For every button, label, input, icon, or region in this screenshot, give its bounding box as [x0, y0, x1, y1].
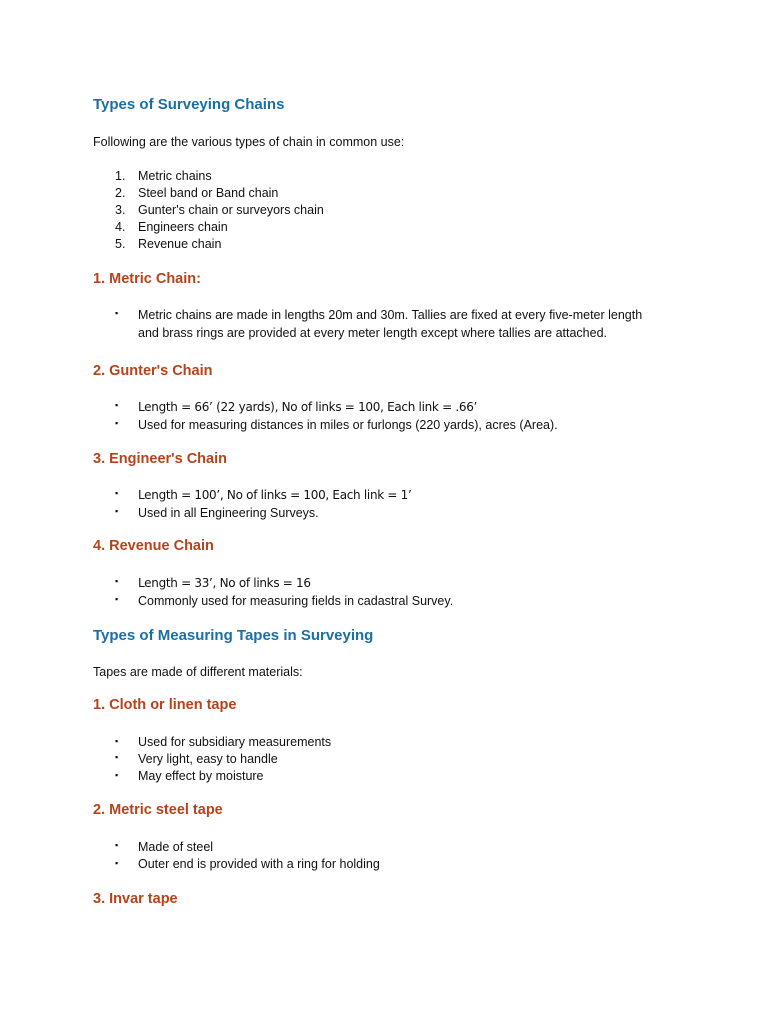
bullet-icon: ▪: [115, 400, 119, 410]
list-number: 5.: [115, 237, 126, 251]
engineer-length-item: Length = 100’, No of links = 100, Each link = 1’: [138, 488, 412, 502]
bullet-icon: ▪: [115, 308, 119, 318]
revenue-usage-item: Commonly used for measuring fields in cadastral Survey.: [138, 594, 454, 608]
list-number: 1.: [115, 169, 126, 183]
bullet-icon: ▪: [115, 752, 119, 762]
revenue-length-item: Length = 33’, No of links = 16: [138, 576, 311, 590]
bullet-icon: ▪: [115, 858, 119, 868]
bullet-icon: ▪: [115, 736, 119, 746]
metric-chain-text-line2: and brass rings are provided at every meter length except where tallies are attached.: [138, 326, 608, 340]
list-number: 3.: [115, 203, 126, 217]
list-item-text: Gunter's chain or surveyors chain: [138, 203, 324, 217]
cloth-tape-item: May effect by moisture: [138, 769, 264, 783]
steel-tape-item: Made of steel: [138, 840, 214, 854]
gunter-usage-item: Used for measuring distances in miles or furlongs (220 yards), acres (Area).: [138, 418, 558, 432]
chains-intro: Following are the various types of chain in common use:: [93, 135, 405, 149]
engineer-usage-item: Used in all Engineering Surveys.: [138, 506, 319, 520]
heading-engineers-chain: 3. Engineer's Chain: [93, 451, 227, 467]
metric-chain-text-line1: Metric chains are made in lengths 20m and 30m. Tallies are fixed at every five-meter length: [138, 308, 643, 322]
bullet-icon: ▪: [115, 506, 119, 516]
bullet-icon: ▪: [115, 840, 119, 850]
heading-cloth-tape: 1. Cloth or linen tape: [93, 697, 237, 713]
heading-metric-chain: 1. Metric Chain:: [93, 271, 201, 287]
bullet-icon: ▪: [115, 488, 119, 498]
section-title-tapes: Types of Measuring Tapes in Surveying: [93, 627, 374, 644]
heading-invar-tape: 3. Invar tape: [93, 891, 178, 907]
heading-revenue-chain: 4. Revenue Chain: [93, 538, 214, 554]
list-item-text: Engineers chain: [138, 220, 228, 234]
list-item-text: Metric chains: [138, 169, 212, 183]
bullet-icon: ▪: [115, 576, 119, 586]
heading-metric-steel-tape: 2. Metric steel tape: [93, 802, 223, 818]
cloth-tape-item: Very light, easy to handle: [138, 752, 278, 766]
gunter-length-item: Length = 66’ (22 yards), No of links = 100, Each link = .66’: [138, 400, 478, 414]
list-item-text: Steel band or Band chain: [138, 186, 279, 200]
list-number: 4.: [115, 220, 126, 234]
bullet-icon: ▪: [115, 770, 119, 780]
bullet-icon: ▪: [115, 594, 119, 604]
steel-tape-item: Outer end is provided with a ring for holding: [138, 857, 380, 871]
list-item-text: Revenue chain: [138, 237, 222, 251]
list-number: 2.: [115, 186, 126, 200]
heading-gunters-chain: 2. Gunter's Chain: [93, 363, 213, 379]
bullet-icon: ▪: [115, 418, 119, 428]
section-title-chains: Types of Surveying Chains: [93, 96, 285, 113]
cloth-tape-item: Used for subsidiary measurements: [138, 735, 332, 749]
tapes-intro: Tapes are made of different materials:: [93, 665, 303, 679]
